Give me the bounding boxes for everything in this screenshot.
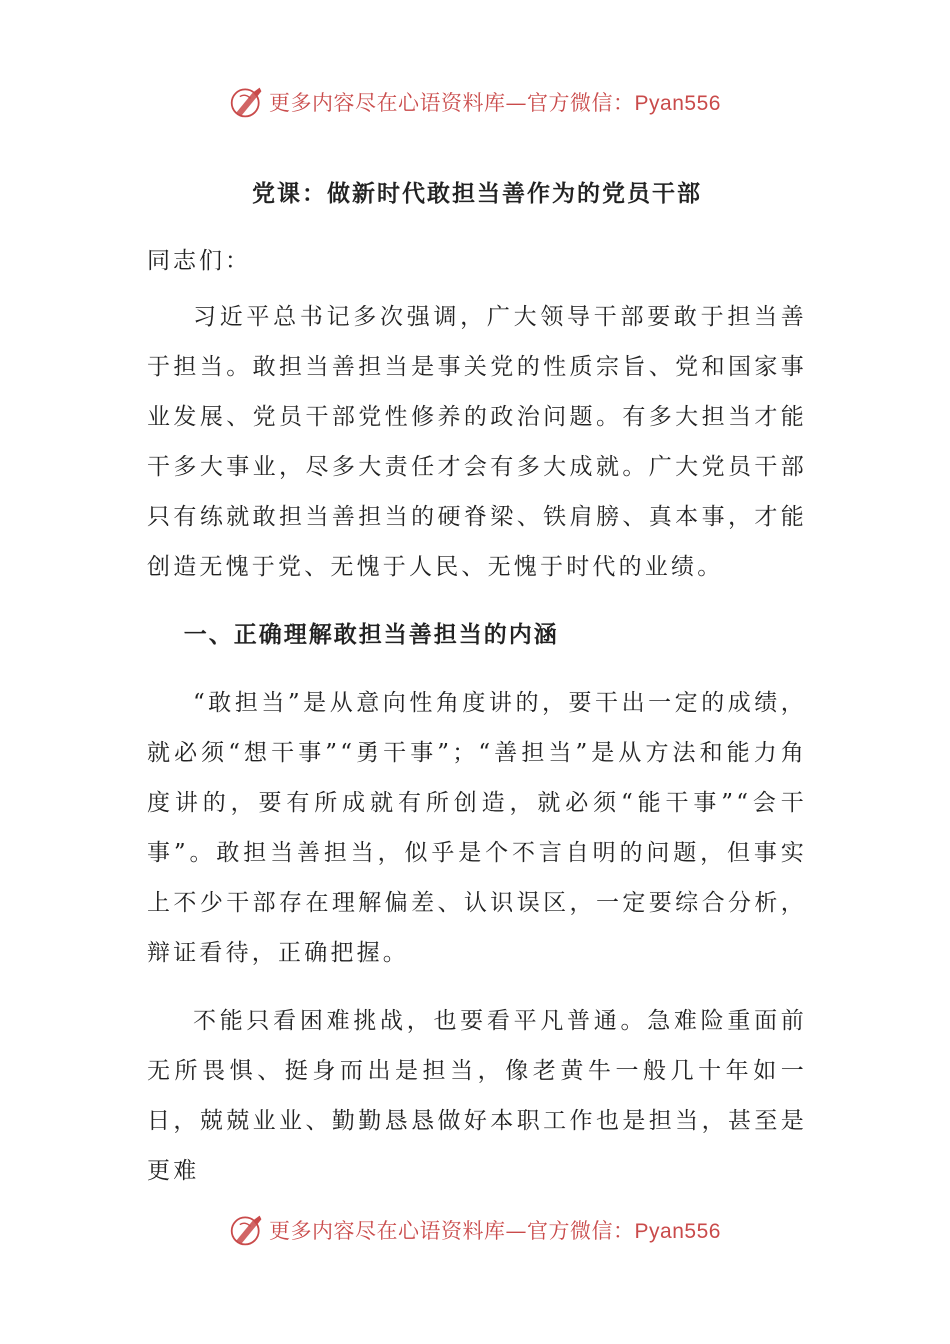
footer-banner: [0, 1210, 950, 1250]
document-title: 党课：做新时代敢担当善作为的党员干部: [252, 181, 702, 207]
pen-logo-icon: [229, 1212, 265, 1248]
header-banner: [0, 82, 950, 122]
banner-text: 更多内容尽在心语资料库—官方微信：Pyan556: [269, 1219, 721, 1243]
paragraph: 不能只看困难挑战，也要看平凡普通。急难险重面前无所畏惧、挺身而出是担当，像老黄牛一般几十年如一日，兢兢业业、勤勤恳恳做好本职工作也是担当，甚至是更难: [147, 1008, 807, 1184]
wechat-id: Pyan556: [634, 1220, 721, 1243]
paragraph: 习近平总书记多次强调，广大领导干部要敢于担当善于担当。敢担当善担当是事关党的性质宗旨、党和国家事业发展、党员干部党性修养的政治问题。有多大担当才能干多大事业，尽多大责任才会有多大成就。广大党员干部只有练就敢担当善担当的硬脊梁、铁肩膀、真本事，才能创造无愧于党、无愧于人民、无愧于时代的业绩。: [147, 304, 807, 580]
banner-text: 更多内容尽在心语资料库—官方微信：Pyan556: [269, 91, 721, 115]
paragraph: “敢担当”是从意向性角度讲的，要干出一定的成绩，就必须“想干事”“勇干事”；“善担当”是从方法和能力角度讲的，要有所成就有所创造，就必须“能干事”“会干事”。敢担当善担当，似乎是个不言自明的问题，但事实上不少干部存在理解偏差、认识误区，一定要综合分析，辩证看待，正确把握。: [147, 690, 807, 966]
pen-logo-icon: [229, 84, 265, 120]
salutation: 同志们：: [147, 248, 251, 274]
section-heading: 一、正确理解敢担当善担当的内涵: [183, 622, 559, 648]
document-body: [147, 170, 807, 1214]
wechat-id: Pyan556: [634, 92, 721, 115]
